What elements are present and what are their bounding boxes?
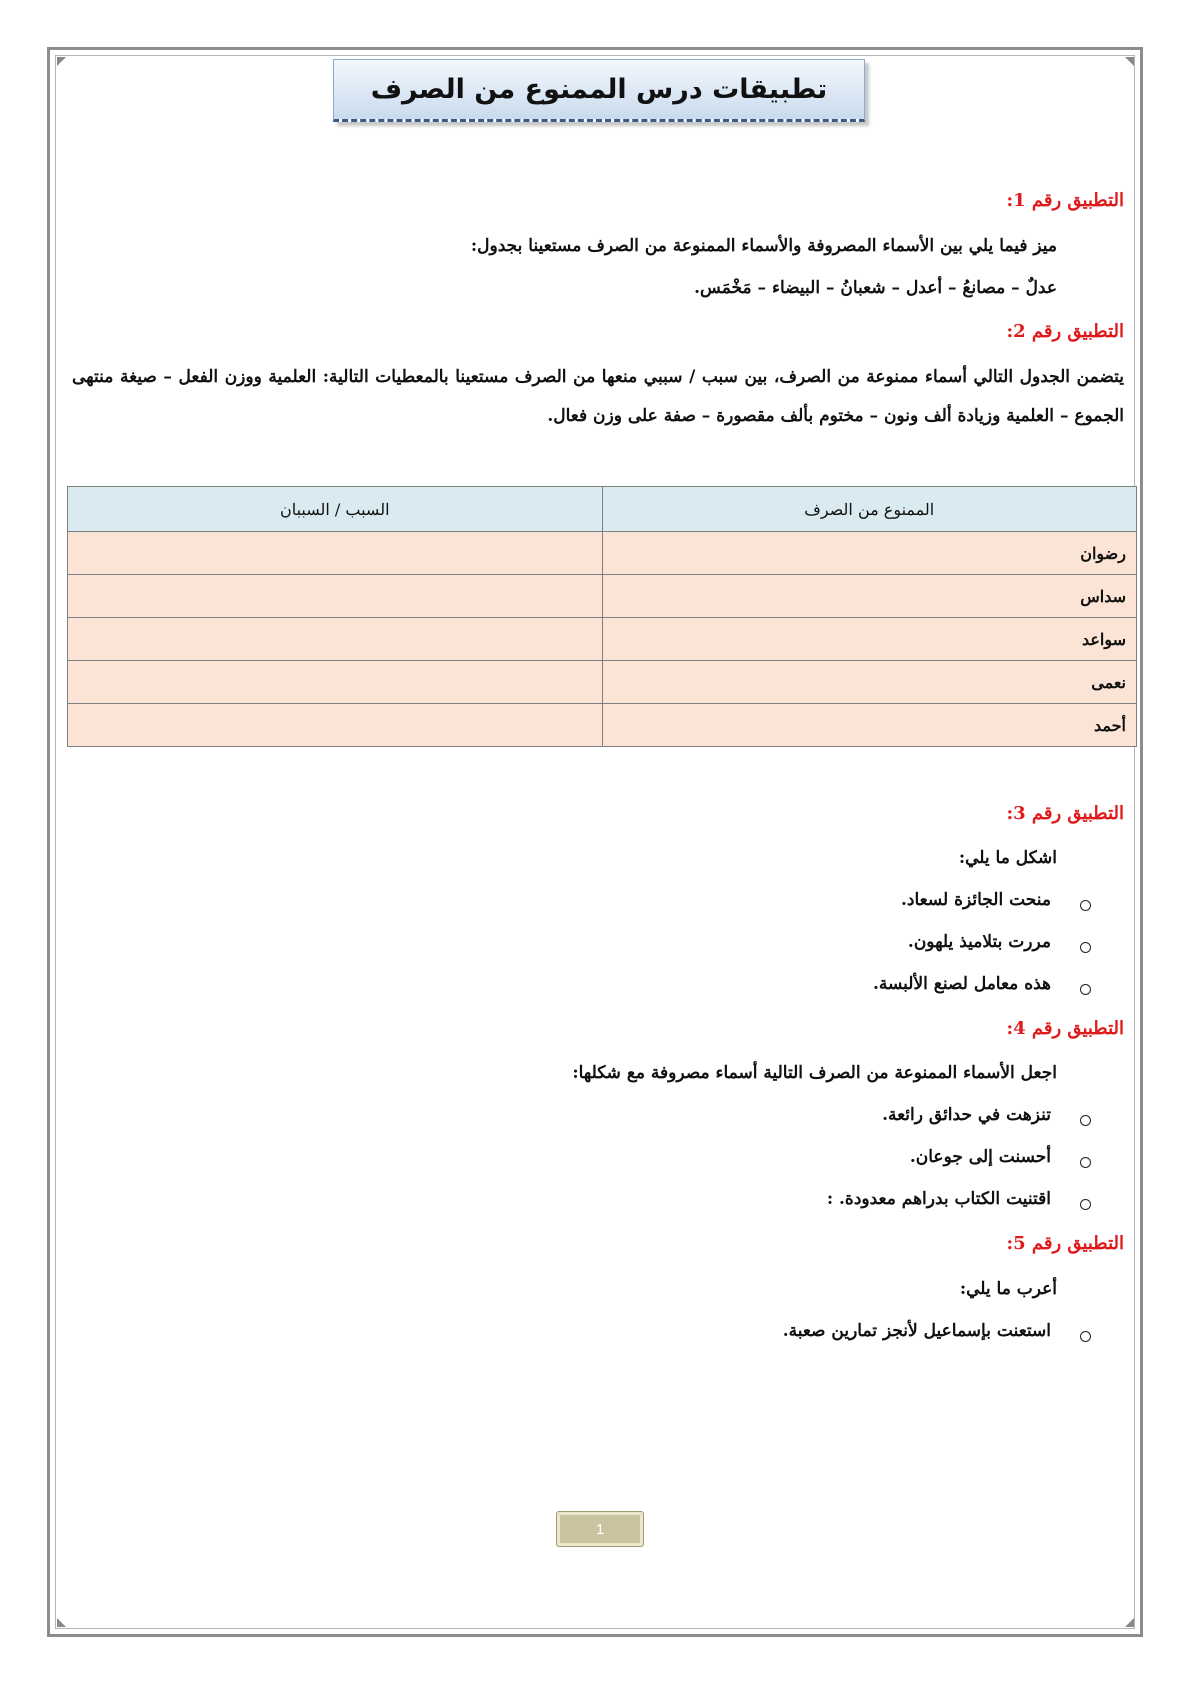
answer-cell <box>68 575 603 618</box>
app3-heading: التطبيق رقم 3: <box>1006 803 1124 824</box>
bullet-icon <box>1080 1331 1091 1342</box>
app4-instruction: اجعل الأسماء الممنوعة من الصرف التالية أسماء مصروفة مع شكلها: <box>572 1063 1057 1083</box>
table-row <box>68 704 1137 747</box>
list-item: مررت بتلاميذ يلهون. <box>907 932 1051 952</box>
bullet-icon <box>1080 1199 1091 1210</box>
app5-heading: التطبيق رقم 5: <box>1006 1233 1124 1254</box>
table-row <box>68 661 1137 704</box>
answer-cell <box>68 618 603 661</box>
app2-instruction: يتضمن الجدول التالي أسماء ممنوعة من الصرف، بين سبب / سببي منعها من الصرف مستعينا بالمعطيات التالية: العلمية ووزن الفعل – صيغة منتهى الجموع – العلمية وزيادة ألف ونون – مختوم بألف مقصورة – صفة على وزن فعال. <box>72 367 1124 426</box>
table-header-row <box>68 487 1137 532</box>
corner-ornament <box>57 57 66 66</box>
answer-cell <box>68 532 603 575</box>
bullet-icon <box>1080 942 1091 953</box>
table-row <box>68 618 1137 661</box>
corner-ornament <box>1125 57 1134 66</box>
table-row <box>68 575 1137 618</box>
bullet-icon <box>1080 1157 1091 1168</box>
bullet-icon <box>1080 984 1091 995</box>
causes-table <box>67 486 1137 747</box>
bullet-icon <box>1080 900 1091 911</box>
answer-cell <box>68 704 603 747</box>
corner-ornament <box>57 1618 66 1627</box>
table-cell: سداس <box>602 575 1137 618</box>
page-number: 1 <box>556 1511 644 1547</box>
column-header: الممنوع من الصرف <box>602 487 1137 532</box>
list-item: منحت الجائزة لسعاد. <box>900 890 1051 910</box>
answer-cell <box>68 661 603 704</box>
app1-words: عدلٌ – مصانعُ – أعدل – شعبانُ – البيضاء – مَخْمَس. <box>694 278 1057 298</box>
app5-instruction: أعرب ما يلي: <box>959 1279 1057 1299</box>
title-banner <box>333 59 865 122</box>
app2-heading: التطبيق رقم 2: <box>1006 321 1124 342</box>
table-cell: أحمد <box>602 704 1137 747</box>
table-cell: سواعد <box>602 618 1137 661</box>
list-item: أحسنت إلى جوعان. <box>909 1147 1051 1167</box>
page-title: تطبيقات درس الممنوع من الصرف <box>370 74 828 105</box>
app4-heading: التطبيق رقم 4: <box>1006 1018 1124 1039</box>
table-cell: نعمى <box>602 661 1137 704</box>
table-cell: رضوان <box>602 532 1137 575</box>
list-item: تنزهت في حدائق رائعة. <box>882 1105 1051 1125</box>
app1-instruction: ميز فيما يلي بين الأسماء المصروفة والأسماء الممنوعة من الصرف مستعينا بجدول: <box>470 236 1057 256</box>
list-item: اقتنيت الكتاب بدراهم معدودة. : <box>826 1189 1051 1209</box>
table-row <box>68 532 1137 575</box>
list-item: استعنت بإسماعيل لأنجز تمارين صعبة. <box>782 1321 1051 1341</box>
column-header: السبب / السببان <box>68 487 603 532</box>
app3-instruction: اشكل ما يلي: <box>958 848 1057 868</box>
list-item: هذه معامل لصنع الألبسة. <box>872 974 1051 994</box>
corner-ornament <box>1125 1618 1134 1627</box>
bullet-icon <box>1080 1115 1091 1126</box>
app1-heading: التطبيق رقم 1: <box>1006 190 1124 211</box>
